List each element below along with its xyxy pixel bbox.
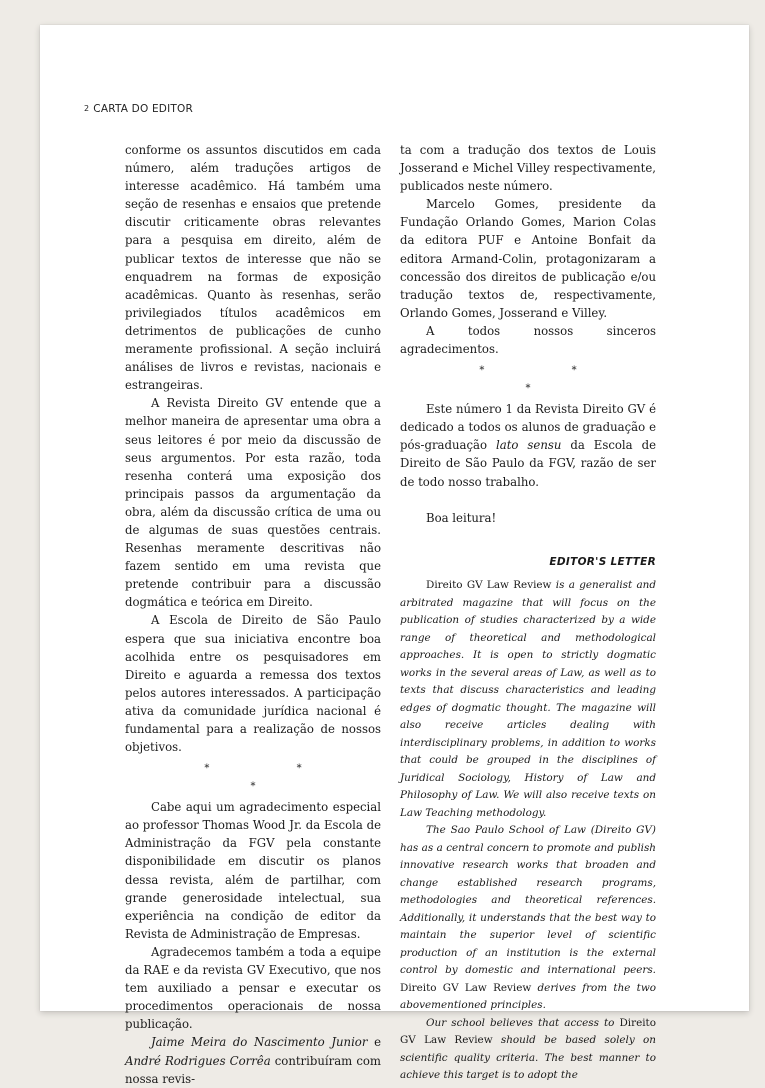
paragraph-acknowledgement	[125, 1033, 381, 1087]
text-run: should be based solely on scientific quality criteria. The best manner to achieve this target is to adopt the	[400, 1034, 656, 1081]
italic-term: lato sensu	[496, 438, 562, 453]
english-section	[400, 551, 656, 1085]
paragraph: A Escola de Direito de São Paulo espera que sua iniciativa encontre boa acolhida entre os pesquisadores em Direito e aguarda a remessa dos textos pelos autores interessados. A participação ativa da comunidade jurídica nacional é fundamental para a realização de nossos objetivos.	[125, 613, 381, 755]
running-head	[84, 103, 193, 115]
section-separator: * * *	[204, 763, 344, 793]
page-number: 2	[84, 104, 90, 113]
paragraph: Agradecemos também a toda a equipe da RAE e da revista GV Executivo, que nos tem auxiliado a pensar e executar os procedimentos operacionais de nossa publicação.	[125, 944, 381, 1032]
paragraph: ta com a tradução dos textos de Louis Josserand e Michel Villey respectivamente, publicados neste número.	[400, 143, 656, 194]
text-run: contribuíram com nossa revis-	[125, 1053, 381, 1086]
paragraph-dedication	[400, 400, 656, 490]
paragraph: Marcelo Gomes, presidente da Fundação Orlando Gomes, Marion Colas da editora PUF e Antoine Bonfait da editora Armand-Colin, protagonizaram a concessão dos direitos de publicação e/ou tradução textos de, respectivamente, Orlando Gomes, Josserand e Villey.	[400, 197, 656, 320]
text-run: is a generalist and arbitrated magazine that will focus on the publication of studies characterized by a wide range of theoretical and methodological approaches. It is open to strictly dogmatic works in the several areas of Law, as well as to texts that discuss characteristics and leading edges of dogmatic thought. The magazine will also receive articles dealing with interdisciplinary problems, in addition to works that could be grouped in the disciplines of Juridical Sociology, History of Law and Philosophy of Law. We will also receive texts on Law Teaching methodology.	[400, 579, 656, 819]
paragraph: Cabe aqui um agradecimento especial ao professor Thomas Wood Jr. da Escola de Administração da FGV pela constante disponibilidade em discutir os planos dessa revista, além de partilhar, com grande generosidade intelectual, sua experiência na condição de editor da Revista de Administração de Empresas.	[125, 800, 381, 941]
left-column	[125, 141, 381, 1088]
text-run: derives from the two abovementioned principles.	[400, 981, 656, 1011]
paragraph-english	[400, 1015, 656, 1085]
text-run: da Escola de Direito de São Paulo da FGV, razão de ser de todo nosso trabalho.	[400, 438, 657, 489]
section-heading: EDITOR'S LETTER	[549, 556, 656, 568]
paragraph: A Revista Direito GV entende que a melhor maneira de apresentar uma obra a seus leitores é por meio da discussão de seus argumentos. Por esta razão, toda resenha conterá uma exposição dos principais passos da argumentação da obra, além da discussão crítica de uma ou de algumas de suas questões centrais. Resenhas meramente descritivas não fazem sentido em uma revista que pretende contribuir para a discussão dogmática e teórica em Direito.	[125, 396, 381, 610]
text-run: The Sao Paulo School of Law (Direito GV) has as a central concern to promote and publish innovative research works that broaden and change established research programs, methodologies and theoretical references. Additionally, it understands that the best way to maintain the superior level of scientific production of an institution is the external control by domestic and international peers.	[400, 824, 656, 976]
journal-title: Direito GV Law Review	[400, 1016, 656, 1046]
journal-title: Direito GV Law Review	[400, 981, 532, 994]
paragraph-english	[400, 577, 656, 822]
paragraph: conforme os assuntos discutidos em cada número, além traduções artigos de interesse acadêmico. Há também uma seção de resenhas e ensaios que pretende discutir criticamente obras relevantes para a pesquisa em direito, além de publicar textos de interesse que não se enquadrem na formas de exposição acadêmicas. Quanto às resenhas, serão privilegiados títulos acadêmicos em detrimentos de publicações de cunho meramente profissional. A seção incluirá análises de livros e revistas, nacionais e estrangeiras.	[125, 143, 381, 393]
person-name: André Rodrigues Corrêa	[125, 1053, 271, 1068]
text-run: Our school believes that access to	[426, 1016, 620, 1029]
person-name: Jaime Meira do Nascimento Junior	[151, 1035, 368, 1050]
closing-line: Boa leitura!	[426, 510, 497, 525]
text-run: Este número 1 da Revista Direito GV é dedicado a todos os alunos de graduação e pós-graduação	[400, 402, 656, 453]
paragraph: A todos nossos sinceros agradecimentos.	[400, 323, 656, 357]
running-title: CARTA DO EDITOR	[93, 103, 193, 115]
paragraph-english	[400, 822, 656, 1015]
journal-title: Direito GV Law Review	[426, 579, 552, 591]
section-separator: * * *	[479, 365, 619, 395]
conjunction: e	[367, 1035, 381, 1050]
right-column	[400, 141, 656, 527]
